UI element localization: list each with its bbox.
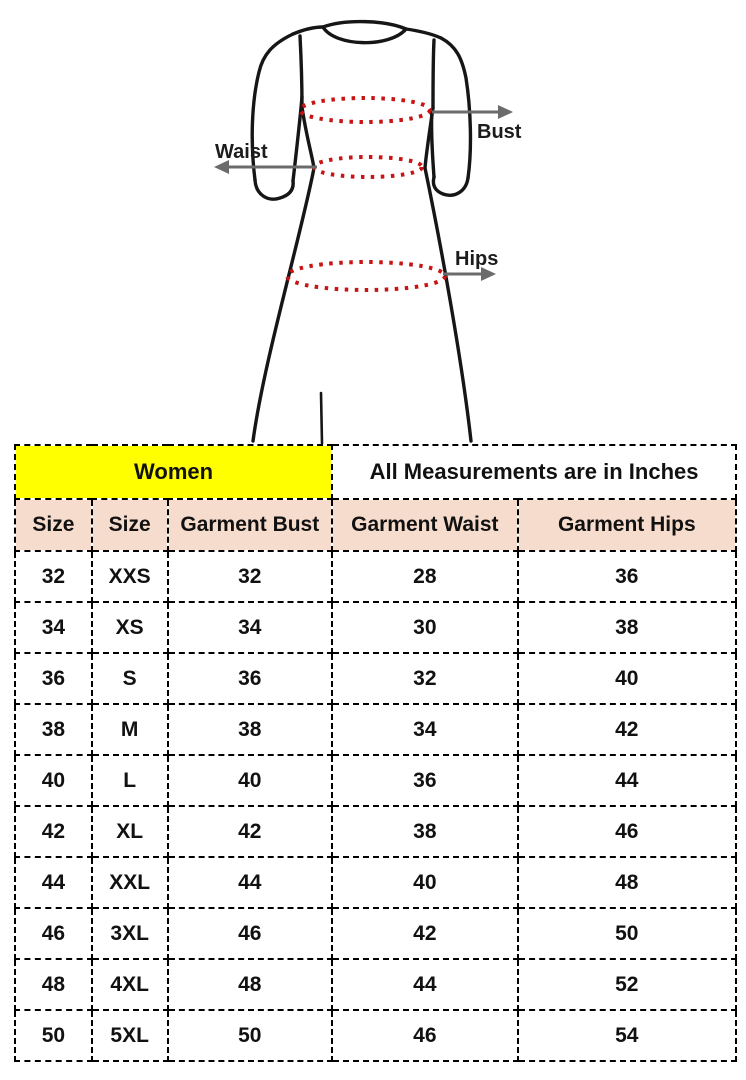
table-cell: 32 <box>332 653 518 704</box>
table-row <box>15 653 736 704</box>
table-cell: 50 <box>518 908 736 959</box>
table-cell: 38 <box>15 704 92 755</box>
hips-ellipse <box>287 262 445 290</box>
bust-label: Bust <box>477 121 522 143</box>
table-cell: 34 <box>15 602 92 653</box>
waist-label: Waist <box>215 141 268 163</box>
column-header-garment-hips: Garment Hips <box>518 499 736 551</box>
dress-measurement-diagram <box>0 0 746 444</box>
table-cell: S <box>92 653 168 704</box>
table-cell: 28 <box>332 551 518 602</box>
table-row <box>15 857 736 908</box>
column-header-row <box>15 499 736 551</box>
table-cell: 50 <box>168 1010 333 1061</box>
group-header-row <box>15 445 736 499</box>
table-cell: 36 <box>168 653 333 704</box>
hips-label: Hips <box>455 248 499 270</box>
table-cell: 42 <box>168 806 333 857</box>
table-cell: 48 <box>168 959 333 1010</box>
table-cell: 34 <box>168 602 333 653</box>
table-cell: XXL <box>92 857 168 908</box>
table-cell: 44 <box>332 959 518 1010</box>
table-cell: 42 <box>518 704 736 755</box>
table-cell: XS <box>92 602 168 653</box>
table-cell: 48 <box>15 959 92 1010</box>
table-cell: 40 <box>15 755 92 806</box>
table-cell: 36 <box>518 551 736 602</box>
table-row <box>15 806 736 857</box>
table-cell: 32 <box>15 551 92 602</box>
table-cell: 44 <box>168 857 333 908</box>
table-cell: 46 <box>15 908 92 959</box>
table-cell: 36 <box>332 755 518 806</box>
column-header-size-numeric: Size <box>15 499 92 551</box>
table-row <box>15 959 736 1010</box>
table-cell: 46 <box>332 1010 518 1061</box>
table-cell: 30 <box>332 602 518 653</box>
table-cell: 46 <box>518 806 736 857</box>
waist-ellipse <box>314 157 422 177</box>
units-header-cell: All Measurements are in Inches <box>332 445 736 499</box>
column-header-garment-bust: Garment Bust <box>168 499 333 551</box>
bust-arrow <box>432 105 513 119</box>
table-row <box>15 551 736 602</box>
table-cell: 38 <box>168 704 333 755</box>
table-cell: 40 <box>168 755 333 806</box>
table-cell: 36 <box>15 653 92 704</box>
table-cell: M <box>92 704 168 755</box>
women-header-cell: Women <box>15 445 332 499</box>
table-cell: 50 <box>15 1010 92 1061</box>
table-cell: 38 <box>332 806 518 857</box>
table-cell: L <box>92 755 168 806</box>
table-cell: 3XL <box>92 908 168 959</box>
table-row <box>15 704 736 755</box>
table-cell: XL <box>92 806 168 857</box>
size-chart-table-container <box>14 444 737 1062</box>
table-cell: 5XL <box>92 1010 168 1061</box>
table-row <box>15 602 736 653</box>
table-cell: 40 <box>332 857 518 908</box>
table-row <box>15 1010 736 1061</box>
column-header-garment-waist: Garment Waist <box>332 499 518 551</box>
measurement-ellipses <box>287 98 445 290</box>
table-cell: 4XL <box>92 959 168 1010</box>
table-cell: 44 <box>518 755 736 806</box>
table-cell: 34 <box>332 704 518 755</box>
table-row <box>15 755 736 806</box>
table-cell: 38 <box>518 602 736 653</box>
table-cell: 44 <box>15 857 92 908</box>
size-chart-table <box>14 444 737 1062</box>
table-cell: 40 <box>518 653 736 704</box>
bust-ellipse <box>300 98 430 122</box>
table-row <box>15 908 736 959</box>
column-header-size-letter: Size <box>92 499 168 551</box>
table-cell: 32 <box>168 551 333 602</box>
table-cell: 42 <box>332 908 518 959</box>
table-cell: 46 <box>168 908 333 959</box>
table-cell: 54 <box>518 1010 736 1061</box>
dress-outline-drawing <box>252 22 471 443</box>
table-cell: XXS <box>92 551 168 602</box>
table-cell: 52 <box>518 959 736 1010</box>
table-cell: 42 <box>15 806 92 857</box>
table-cell: 48 <box>518 857 736 908</box>
